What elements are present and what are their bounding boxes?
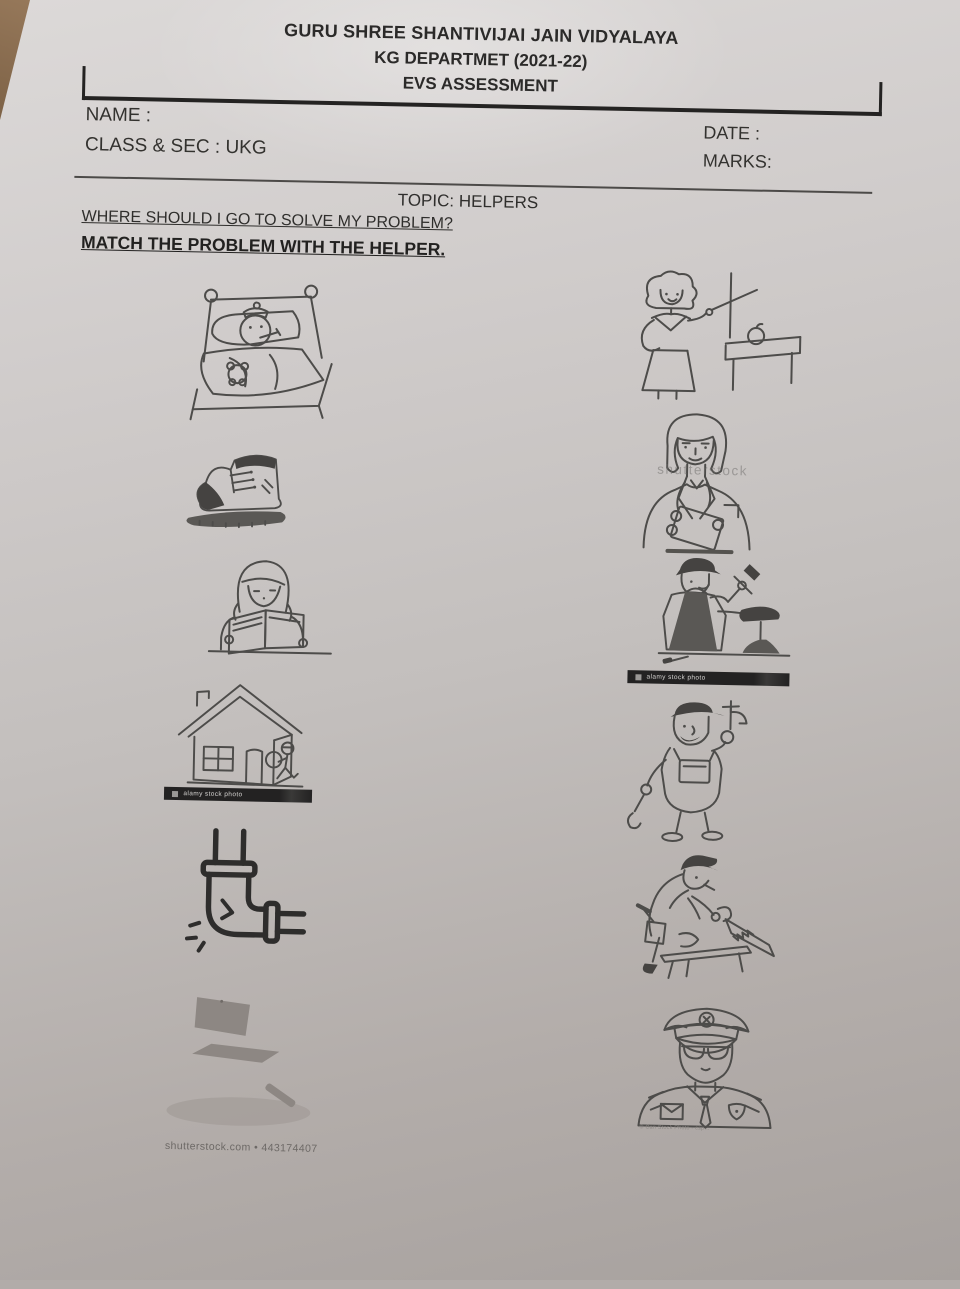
student-fields	[85, 104, 268, 168]
problem-sick-child-image	[148, 271, 351, 427]
board-sum-line2: +2	[758, 304, 783, 327]
torn-boot-illustration	[171, 441, 323, 536]
plumber-illustration	[610, 697, 783, 848]
problem-house-robbery-image	[158, 676, 320, 803]
shutterstock-watermark-text: shutterstock	[614, 461, 790, 480]
house-robbery-illustration	[158, 676, 320, 788]
helper-carpenter-image	[594, 846, 797, 988]
broken-chair-illustration	[137, 988, 332, 1134]
alamy-watermark-text: alamy stock photo	[183, 790, 242, 798]
carpenter-illustration	[594, 846, 797, 988]
alamy-watermark-bar	[627, 670, 789, 686]
question-line: WHERE SHOULD I GO TO SOLVE MY PROBLEM?	[81, 208, 453, 233]
name-field-label: NAME :	[85, 104, 267, 130]
instruction-line: MATCH THE PROBLEM WITH THE HELPER.	[81, 232, 446, 260]
helper-cobbler-image	[620, 551, 799, 687]
assessment-line: EVS ASSESSMENT	[0, 65, 960, 104]
sick-child-illustration	[148, 271, 351, 427]
problem-torn-boot-image	[171, 441, 323, 536]
police-officer-illustration	[624, 997, 787, 1132]
board-sum-line1: 2	[767, 282, 779, 305]
school-name: GURU SHREE SHANTIVIJAI JAIN VIDYALAYA	[1, 14, 960, 54]
girl-reading-illustration	[181, 550, 343, 659]
helper-police-image	[624, 997, 787, 1132]
alamy-watermark-bar	[164, 787, 311, 803]
date-field-label: DATE :	[703, 122, 772, 144]
helper-doctor-image	[613, 405, 792, 557]
helper-teacher-image	[606, 265, 805, 405]
alamy-logo-icon	[635, 674, 641, 680]
canstock-credit-text: © Can Stock Photo - csp…	[639, 1124, 710, 1131]
class-field-label: CLASS & SEC : UKG	[85, 134, 267, 160]
problem-girl-reading-image	[181, 550, 343, 659]
shutterstock-credit-text: shutterstock.com • 443174407	[165, 1140, 318, 1155]
alamy-watermark-text: alamy stock photo	[646, 673, 705, 681]
department-line: KG DEPARTMET (2021-22)	[1, 40, 960, 79]
cobbler-illustration	[621, 551, 799, 672]
doctor-illustration	[613, 405, 792, 557]
problem-leaking-pipe-image	[161, 824, 310, 961]
helper-plumber-image	[610, 697, 783, 848]
date-marks-fields	[702, 122, 772, 179]
problem-broken-chair-image	[137, 988, 332, 1134]
topic-line: TOPIC: HELPERS	[0, 182, 938, 221]
alamy-logo-icon	[172, 790, 178, 796]
leaking-pipe-illustration	[161, 824, 310, 961]
marks-field-label: MARKS:	[703, 150, 772, 172]
teacher-illustration	[606, 265, 805, 405]
